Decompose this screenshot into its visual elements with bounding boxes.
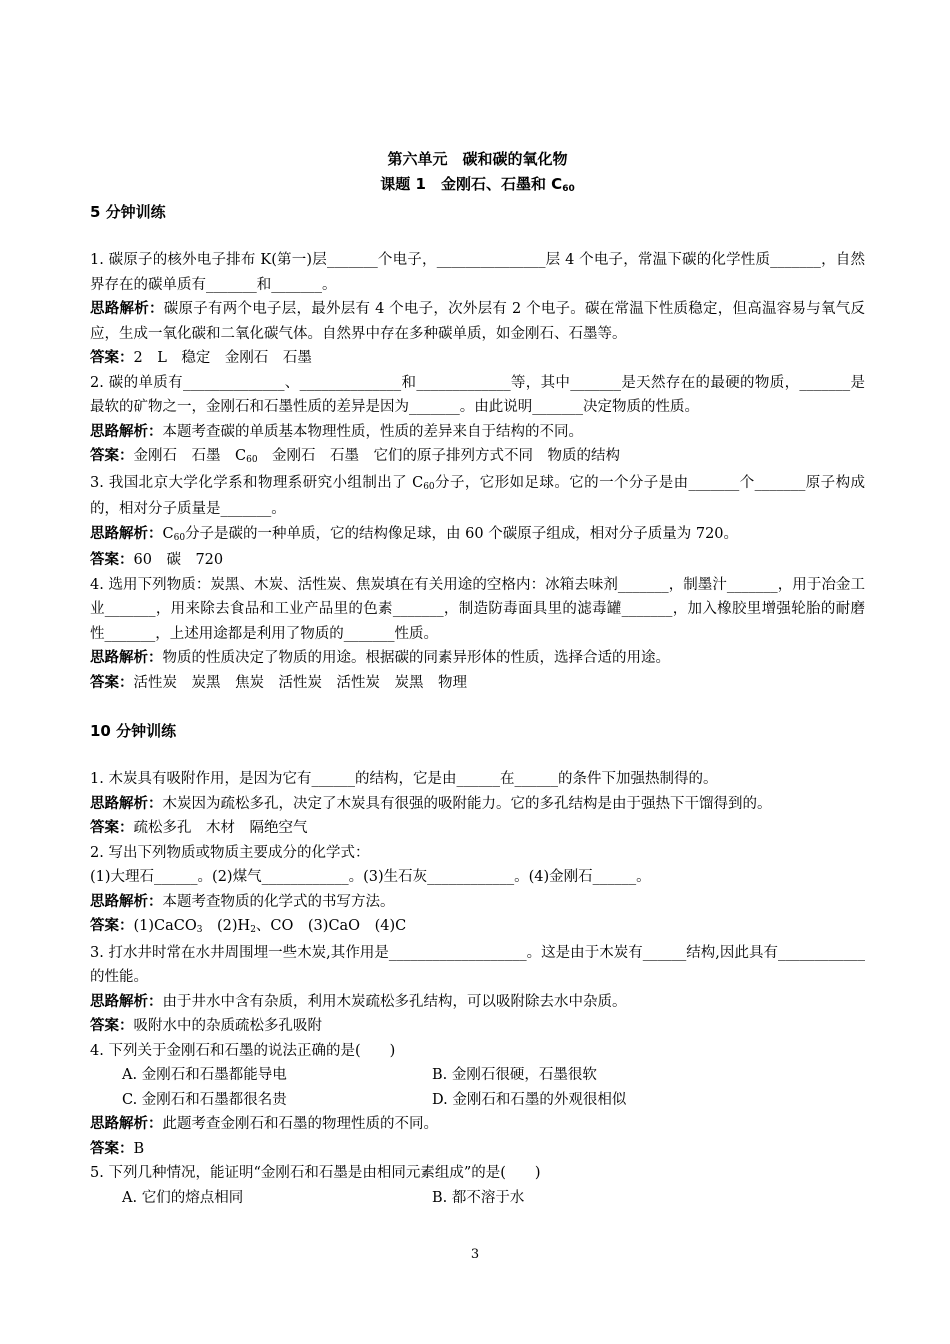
analysis-1: 思路解析：碳原子有两个电子层，最外层有 4 个电子，次外层有 2 个电子。碳在常温下性质稳定，但高温容易与氧气反应，生成一氧化碳和二氧化碳气体。自然界中存在多种碳单质，如金刚石、石墨等。 bbox=[90, 301, 866, 342]
answer-7: 答案：吸附水中的杂质疏松多孔吸附 bbox=[90, 1018, 322, 1034]
question-9: 5. 下列几种情况，能证明“金刚石和石墨是由相同元素组成”的是( ) bbox=[90, 1165, 541, 1181]
analysis-4: 思路解析：物质的性质决定了物质的用途。根据碳的同素异形体的性质，选择合适的用途。 bbox=[90, 650, 670, 666]
question-5: 1. 木炭具有吸附作用，是因为它有______的结构，它是由______在______的条件下加强热制得的。 bbox=[90, 771, 718, 787]
answer-6: 答案：(1)CaCO$_3$ $(2)H_2$、CO (3)CaO (4)C bbox=[90, 918, 407, 935]
option-a: A. 金刚石和石墨都能导电 bbox=[122, 1067, 287, 1083]
page-number: 3 bbox=[470, 1247, 480, 1262]
question-6: 2. 写出下列物质或物质主要成分的化学式： bbox=[90, 844, 370, 861]
answer-3: 答案：60 碳 720 bbox=[90, 552, 224, 568]
lesson-title: 课题 1 金刚石、石墨和 $C_{60}$ bbox=[380, 175, 575, 194]
unit-title: 第六单元 碳和碳的氧化物 bbox=[387, 150, 568, 168]
answer-4: 答案：活性炭 炭黑 焦炭 活性炭 活性炭 炭黑 物理 bbox=[90, 674, 467, 691]
choices-row-2 bbox=[90, 1088, 865, 1113]
analysis-7: 思路解析：由于井水中含有杂质，利用木炭疏松多孔结构，可以吸附除去水中杂质。 bbox=[90, 993, 627, 1010]
option-b: B. 都不溶于水 bbox=[432, 1189, 525, 1206]
section-title-5min: 5 分钟训练 bbox=[90, 203, 166, 221]
analysis-2: 思路解析：本题考查碳的单质基本物理性质，性质的差异来自于结构的不同。 bbox=[90, 423, 583, 440]
question-3: 3. 我国北京大学化学系和物理系研究小组制出了 $C_{60}$分子，它形如足球。它的一个分子是由_______个_______原子构成的，相对分子质量是_______。 bbox=[90, 474, 865, 517]
section-title-10min: 10 分钟训练 bbox=[90, 722, 177, 740]
answer-5: 答案：疏松多孔 木材 隔绝空气 bbox=[90, 820, 308, 836]
option-b: B. 金刚石很硬，石墨很软 bbox=[432, 1067, 597, 1083]
option-c: C. 金刚石和石墨都很名贵 bbox=[122, 1091, 287, 1108]
question-7: 3. 打水井时常在水井周围埋一些木炭,其作用是___________________。这是由于木炭有______结构,因此具有____________的性能。 bbox=[90, 944, 865, 985]
choices-row-1 bbox=[90, 1063, 865, 1088]
answer-8: 答案：B bbox=[90, 1140, 145, 1157]
question-2: 2. 碳的单质有______________、______________和_____________等，其中_______是天然存在的最硬的物质，_______是最软的矿物之一，金刚石和石墨性质的差异是因为_______。由此说明_______决定物质的性质。 bbox=[90, 374, 865, 415]
analysis-6: 思路解析：本题考查物质的化学式的书写方法。 bbox=[90, 893, 395, 910]
question-4: 4. 选用下列物质：炭黑、木炭、活性炭、焦炭填在有关用途的空格内：冰箱去味剂_______，制墨汁_______，用于冶金工业_______，用来除去食品和工业产品里的色素_______，制造防毒面具里的滤毒罐_______，加入橡胶里增强轮胎的耐磨性_______，上述用途都是利用了物质的_______性质。 bbox=[90, 576, 865, 642]
answer-2: 答案：金刚石 石墨 $C_{60}$ 金刚石 石墨 它们的原子排列方式不同 物质的结构 bbox=[90, 448, 621, 465]
option-a: A. 它们的熔点相同 bbox=[122, 1189, 244, 1206]
question-1: 1. 碳原子的核外电子排布 K(第一)层_______个电子，_______________层 4 个电子，常温下碳的化学性质_______，自然界存在的碳单质有_______和_______。 bbox=[90, 252, 865, 293]
question-8: 4. 下列关于金刚石和石墨的说法正确的是( ) bbox=[90, 1042, 396, 1059]
analysis-3: 思路解析：$C_{60}$分子是碳的一种单质，它的结构像足球，由 60 个碳原子组成，相对分子质量为 720。 bbox=[90, 525, 739, 543]
answer-1: 答案：2 L 稳定 金刚石 石墨 bbox=[90, 350, 312, 366]
question-6-items: (1)大理石______。(2)煤气____________。(3)生石灰____________。(4)金刚石______。 bbox=[90, 869, 651, 885]
option-d: D. 金刚石和石墨的外观很相似 bbox=[432, 1091, 627, 1108]
analysis-8: 思路解析：此题考查金刚石和石墨的物理性质的不同。 bbox=[90, 1116, 438, 1132]
document-page bbox=[90, 147, 865, 1210]
choices-row-3 bbox=[90, 1186, 865, 1211]
analysis-5: 思路解析：木炭因为疏松多孔，决定了木炭具有很强的吸附能力。它的多孔结构是由于强热下干馏得到的。 bbox=[90, 795, 772, 812]
